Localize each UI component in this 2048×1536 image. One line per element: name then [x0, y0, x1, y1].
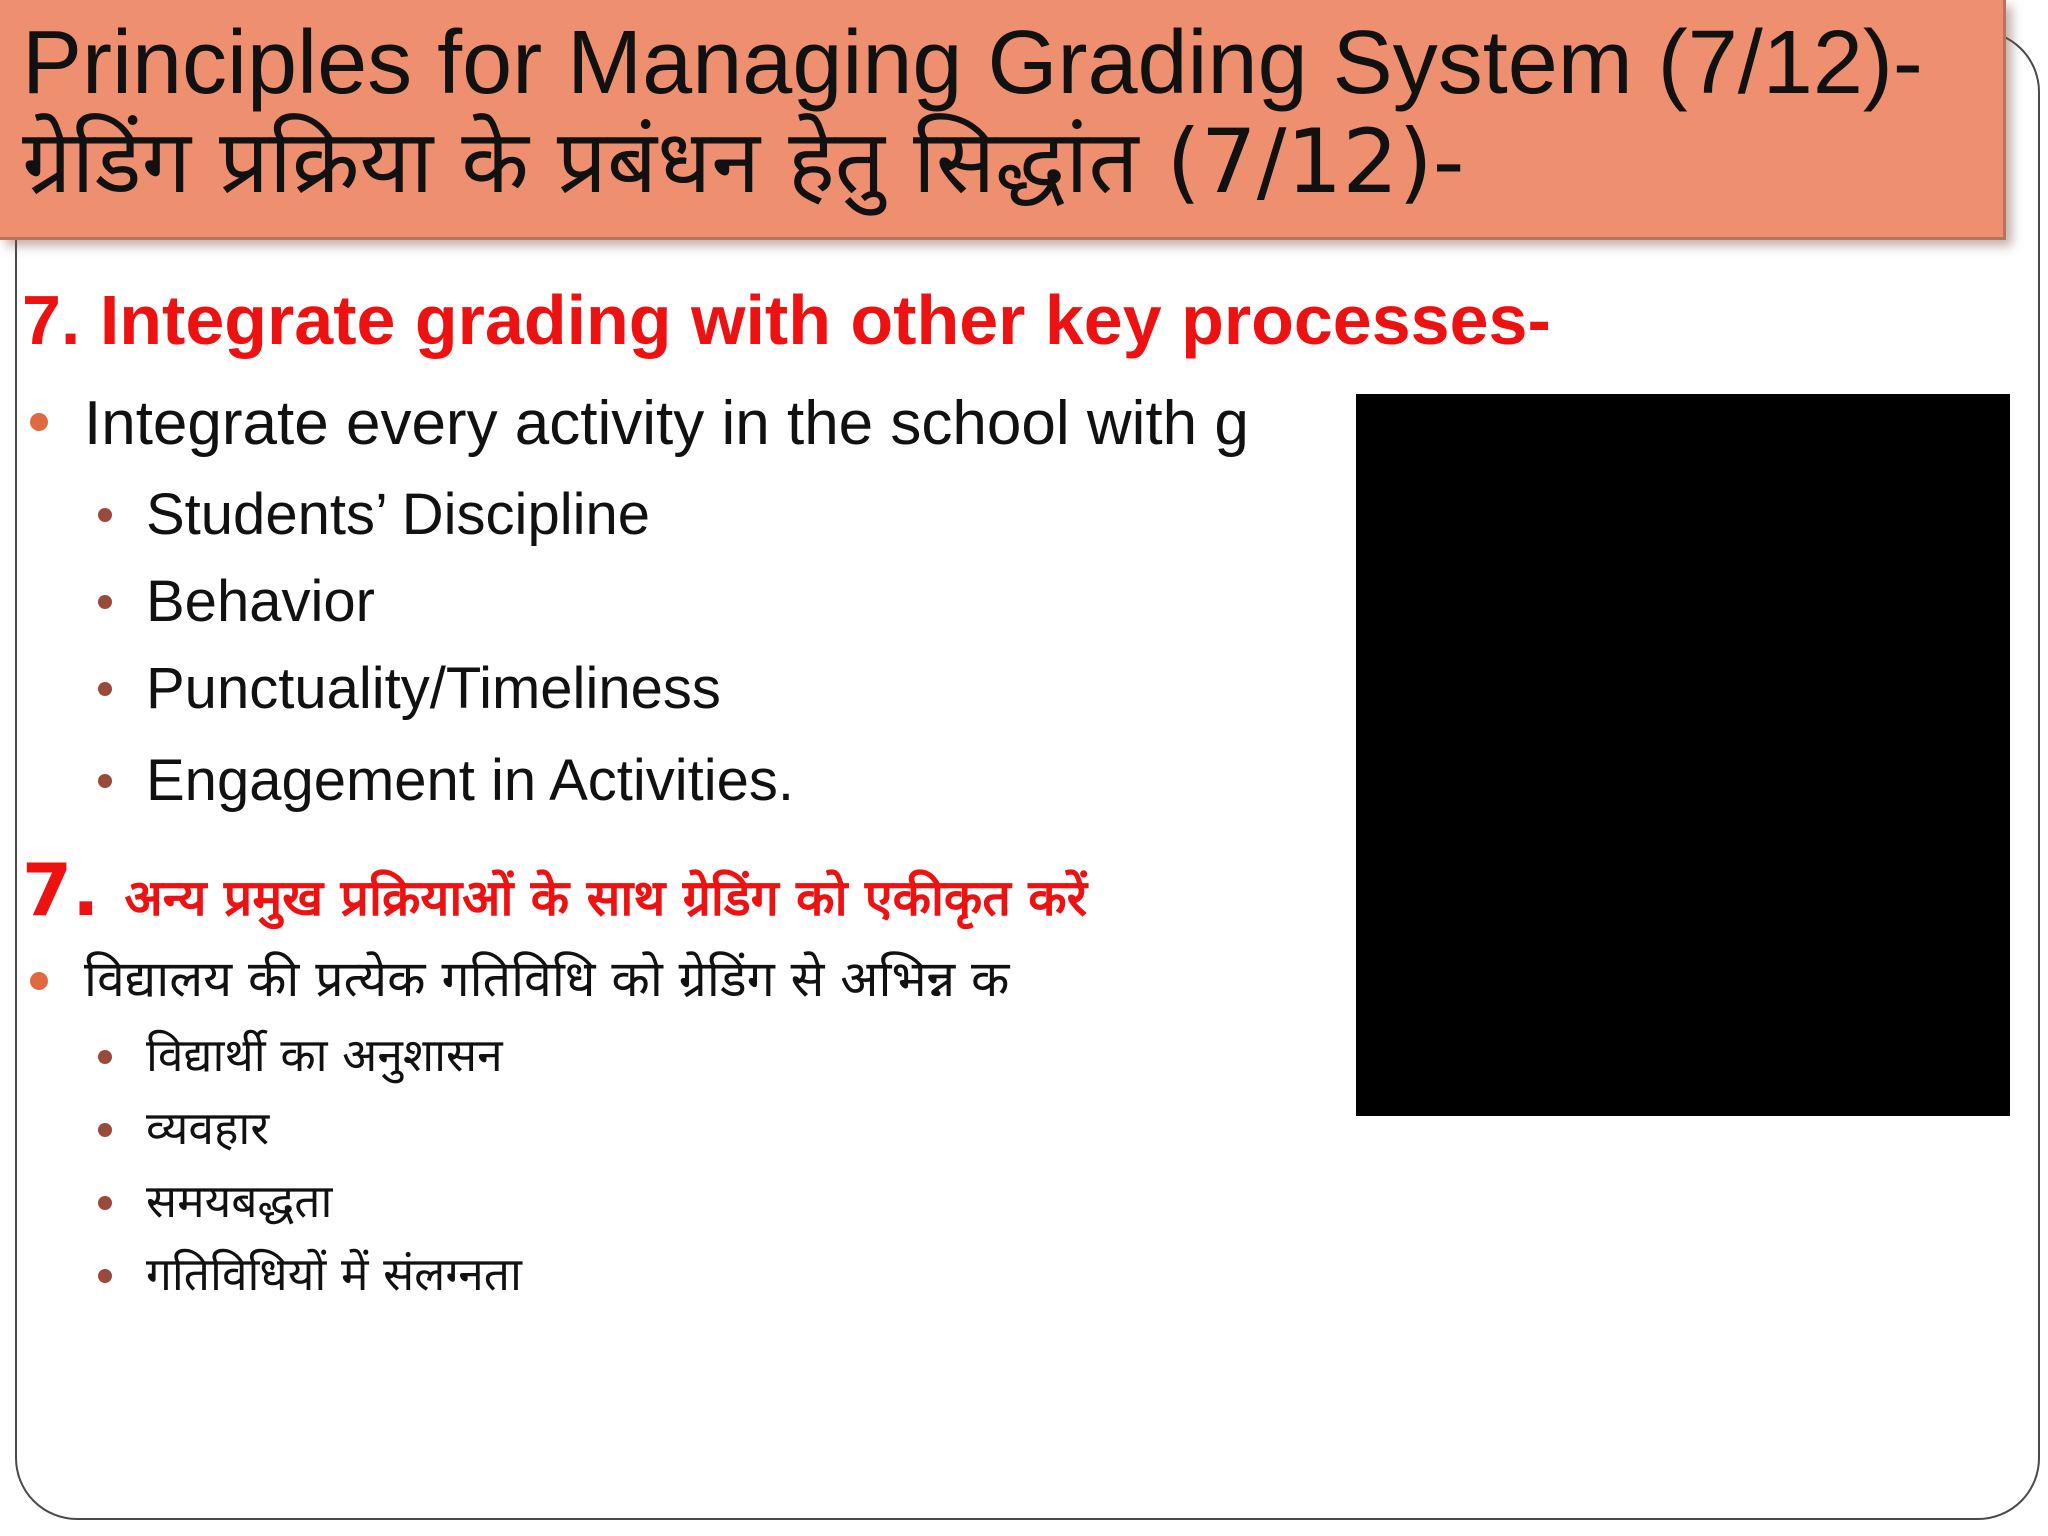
sub-bullet-dot — [98, 1269, 112, 1283]
sub-bullet-dot — [98, 595, 112, 609]
english-sub-bullet-text: Engagement in Activities. — [146, 748, 795, 813]
hindi-sub-bullet-text: गतिविधियों में संलग्नता — [146, 1247, 522, 1301]
title-hindi: ग्रेडिंग प्रक्रिया के प्रबंधन हेतु सिद्धांत (7/12)- — [22, 110, 1465, 213]
bullet-dot — [30, 972, 48, 990]
english-sub-bullet-text: Punctuality/Timeliness — [146, 656, 721, 721]
sub-bullet-dot — [98, 774, 112, 788]
hindi-sub-bullet-text: समयबद्धता — [146, 1174, 333, 1228]
title-english: Principles for Managing Grading System (7/12)- — [22, 13, 1923, 113]
redaction-box — [1356, 394, 2010, 1116]
bullet-dot — [30, 413, 48, 431]
sub-bullet-dot — [98, 1050, 112, 1064]
english-bullet-text: Integrate every activity in the school with g — [84, 389, 1249, 458]
english-sub-bullet-text: Behavior — [146, 569, 375, 634]
title-banner — [0, 0, 2006, 240]
english-sub-bullet-text: Students’ Discipline — [146, 482, 650, 547]
sub-bullet-dot — [98, 508, 112, 522]
english-heading: 7. Integrate grading with other key processes- — [22, 281, 1551, 359]
hindi-bullet-text: विद्यालय की प्रत्येक गतिविधि को ग्रेडिंग से अभिन्न क — [84, 950, 1010, 1008]
sub-bullet-dot — [98, 682, 112, 696]
hindi-heading-number: 7. — [22, 848, 100, 932]
hindi-heading-text: अन्य प्रमुख प्रक्रियाओं के साथ ग्रेडिंग को एकीकृत करें — [124, 869, 1088, 927]
sub-bullet-dot — [98, 1196, 112, 1210]
hindi-heading — [22, 848, 1088, 932]
hindi-sub-bullet-text: विद्यार्थी का अनुशासन — [146, 1028, 503, 1082]
sub-bullet-dot — [98, 1123, 112, 1137]
hindi-sub-bullet-text: व्यवहार — [146, 1101, 270, 1155]
